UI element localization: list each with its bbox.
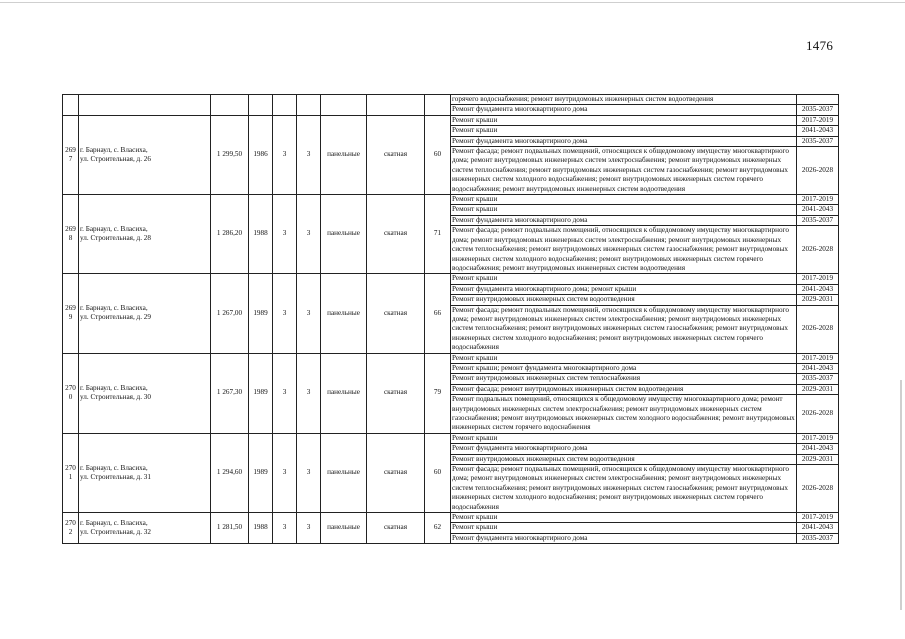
work-period: 2026-2028 — [797, 395, 839, 434]
table-row — [63, 274, 839, 284]
floors-count: 3 — [273, 353, 297, 433]
table-row — [63, 195, 839, 205]
floors-count: 3 — [273, 274, 297, 353]
record-number: 270 2 — [63, 513, 79, 544]
work-description: Ремонт крыши — [451, 205, 797, 215]
total-area: 1 267,30 — [211, 353, 249, 433]
building-address: г. Барнаул, с. Власиха, ул. Строительная, д. 31 — [79, 433, 211, 512]
work-description: Ремонт крыши — [451, 126, 797, 136]
work-period: 2041-2043 — [797, 363, 839, 373]
total-area: 1 281,50 — [211, 513, 249, 544]
roof-type: скатная — [367, 115, 425, 194]
work-period: 2035-2037 — [797, 533, 839, 543]
work-period: 2029-2031 — [797, 384, 839, 394]
building-address: г. Барнаул, с. Власиха, ул. Строительная, д. 30 — [79, 353, 211, 433]
work-description: Ремонт крыши — [451, 513, 797, 523]
apartments-count: 79 — [425, 353, 451, 433]
work-description: Ремонт фундамента многоквартирного дома — [451, 444, 797, 454]
work-description: Ремонт крыши; ремонт фундамента многоквартирного дома — [451, 363, 797, 373]
wall-material: панельные — [321, 115, 367, 194]
record-number: 269 8 — [63, 195, 79, 274]
wall-material: панельные — [321, 433, 367, 512]
page-number: 1476 — [806, 38, 834, 53]
continuation-apartments-cell — [425, 95, 451, 116]
record-number: 270 0 — [63, 353, 79, 433]
scan-edge-top — [0, 2, 905, 3]
floors-count: 3 — [273, 513, 297, 544]
work-period: 2026-2028 — [797, 226, 839, 274]
continuation-roof-cell — [367, 95, 425, 116]
continuation-address-cell — [79, 95, 211, 116]
total-area: 1 267,00 — [211, 274, 249, 353]
work-description: Ремонт внутридомовых инженерных систем водоотведения — [451, 454, 797, 464]
continuation-walls-cell — [321, 95, 367, 116]
floors-count: 3 — [273, 115, 297, 194]
repair-schedule-table — [62, 94, 839, 544]
work-period — [797, 95, 839, 105]
roof-type: скатная — [367, 195, 425, 274]
entrances-count: 3 — [297, 433, 321, 512]
total-area: 1 299,50 — [211, 115, 249, 194]
apartments-count: 71 — [425, 195, 451, 274]
work-period: 2035-2037 — [797, 374, 839, 384]
work-description: Ремонт подвальных помещений, относящихся к общедомовому имуществу многоквартирного дома; ремонт внутридомовых инженерных систем электроснабжения; ремонт внутридомовых инженерных систем газоснабжения; ремонт внутридомовых инженерных систем холодного водоснабжения; ремонт внутридомовых инженерных систем горячего водоснабжения — [452, 395, 795, 432]
building-address: г. Барнаул, с. Власиха, ул. Строительная, д. 29 — [79, 274, 211, 353]
work-description: Ремонт фундамента многоквартирного дома — [451, 215, 797, 225]
work-description: Ремонт фасада; ремонт подвальных помещений, относящихся к общедомовому имуществу многоквартирного дома; ремонт внутридомовых инженерных систем электроснабжения; ремонт внутридомовых инженерных систем теплоснабжения; ремонт внутридомовых инженерных систем газоснабжения; ремонт внутридомовых инженерных систем холодного водоснабжения; ремонт внутридомовых инженерных систем горячего водоснабжения — [451, 305, 797, 353]
table-row — [63, 115, 839, 125]
record-number: 269 9 — [63, 274, 79, 353]
entrances-count: 3 — [297, 274, 321, 353]
building-address: г. Барнаул, с. Власиха, ул. Строительная, д. 28 — [79, 195, 211, 274]
work-period: 2035-2037 — [797, 105, 839, 115]
continuation-year-cell — [249, 95, 273, 116]
work-description: Ремонт внутридомовых инженерных систем теплоснабжения — [451, 374, 797, 384]
work-period: 2017-2019 — [797, 433, 839, 443]
table-row — [63, 433, 839, 443]
roof-type: скатная — [367, 274, 425, 353]
construction-year: 1989 — [249, 353, 273, 433]
work-description: Ремонт крыши — [451, 195, 797, 205]
work-period: 2017-2019 — [797, 274, 839, 284]
apartments-count: 62 — [425, 513, 451, 544]
work-period: 2017-2019 — [797, 513, 839, 523]
work-description: Ремонт фасада; ремонт подвальных помещений, относящихся к общедомовому имуществу многоквартирного дома; ремонт внутридомовых инженерных систем электроснабжения; ремонт внутридомовых инженерных систем теплоснабжения; ремонт внутридомовых инженерных систем газоснабжения; ремонт внутридомовых инженерных систем холодного водоснабжения; ремонт внутридомовых инженерных систем горячего водоснабжения; ремонт внутридомовых инженерных систем водоотведения — [451, 226, 797, 274]
table-body — [63, 95, 839, 544]
work-period: 2026-2028 — [797, 305, 839, 353]
construction-year: 1989 — [249, 274, 273, 353]
building-address: г. Барнаул, с. Власиха, ул. Строительная, д. 26 — [79, 115, 211, 194]
construction-year: 1988 — [249, 513, 273, 544]
work-description: горячего водоснабжения; ремонт внутридомовых инженерных систем водоотведения — [451, 95, 797, 105]
work-description: Ремонт внутридомовых инженерных систем водоотведения — [451, 295, 797, 305]
work-period: 2035-2037 — [797, 136, 839, 146]
work-description: Ремонт крыши — [451, 274, 797, 284]
floors-count: 3 — [273, 433, 297, 512]
wall-material: панельные — [321, 195, 367, 274]
work-period: 2041-2043 — [797, 444, 839, 454]
work-period: 2029-2031 — [797, 454, 839, 464]
work-period: 2029-2031 — [797, 295, 839, 305]
work-period: 2017-2019 — [797, 115, 839, 125]
apartments-count: 60 — [425, 115, 451, 194]
roof-type: скатная — [367, 513, 425, 544]
continuation-floors-cell — [273, 95, 297, 116]
work-period: 2017-2019 — [797, 353, 839, 363]
wall-material: панельные — [321, 353, 367, 433]
construction-year: 1989 — [249, 433, 273, 512]
entrances-count: 3 — [297, 195, 321, 274]
table-row — [63, 95, 839, 105]
work-description: Ремонт фасада; ремонт внутридомовых инженерных систем водоотведения — [451, 384, 797, 394]
entrances-count: 3 — [297, 353, 321, 433]
work-period: 2041-2043 — [797, 523, 839, 533]
total-area: 1 286,20 — [211, 195, 249, 274]
work-description: Ремонт крыши — [451, 353, 797, 363]
roof-type: скатная — [367, 433, 425, 512]
construction-year: 1988 — [249, 195, 273, 274]
roof-type: скатная — [367, 353, 425, 433]
work-description: Ремонт фасада; ремонт подвальных помещений, относящихся к общедомовому имуществу многоквартирного дома; ремонт внутридомовых инженерных систем электроснабжения; ремонт внутридомовых инженерных систем теплоснабжения; ремонт внутридомовых инженерных систем газоснабжения; ремонт внутридомовых инженерных систем холодного водоснабжения; ремонт внутридомовых инженерных систем горячего водоснабжения — [451, 465, 797, 513]
building-address: г. Барнаул, с. Власиха, ул. Строительная, д. 32 — [79, 513, 211, 544]
entrances-count: 3 — [297, 115, 321, 194]
work-description: Ремонт фундамента многоквартирного дома — [451, 136, 797, 146]
work-period: 2026-2028 — [797, 465, 839, 513]
table-row — [63, 353, 839, 363]
wall-material: панельные — [321, 274, 367, 353]
table-row — [63, 513, 839, 523]
scan-edge-right — [900, 380, 902, 610]
work-description: Ремонт крыши — [451, 115, 797, 125]
work-period: 2026-2028 — [797, 147, 839, 195]
continuation-entrances-cell — [297, 95, 321, 116]
record-number: 270 1 — [63, 433, 79, 512]
work-period: 2035-2037 — [797, 215, 839, 225]
total-area: 1 294,60 — [211, 433, 249, 512]
apartments-count: 66 — [425, 274, 451, 353]
floors-count: 3 — [273, 195, 297, 274]
construction-year: 1986 — [249, 115, 273, 194]
entrances-count: 3 — [297, 513, 321, 544]
work-description: Ремонт фасада; ремонт подвальных помещений, относящихся к общедомовому имуществу многоквартирного дома; ремонт внутридомовых инженерных систем электроснабжения; ремонт внутридомовых инженерных систем теплоснабжения; ремонт внутридомовых инженерных систем газоснабжения; ремонт внутридомовых инженерных систем холодного водоснабжения; ремонт внутридомовых инженерных систем горячего водоснабжения; ремонт внутридомовых инженерных систем водоотведения — [451, 147, 797, 195]
work-description: Ремонт фундамента многоквартирного дома; ремонт крыши — [451, 284, 797, 294]
continuation-number-cell — [63, 95, 79, 116]
work-description: Ремонт фундамента многоквартирного дома — [451, 533, 797, 543]
apartments-count: 60 — [425, 433, 451, 512]
work-period: 2017-2019 — [797, 195, 839, 205]
work-description: Ремонт фундамента многоквартирного дома — [451, 105, 797, 115]
record-number: 269 7 — [63, 115, 79, 194]
work-description: Ремонт крыши — [451, 433, 797, 443]
work-period: 2041-2043 — [797, 205, 839, 215]
work-period: 2041-2043 — [797, 284, 839, 294]
work-period: 2041-2043 — [797, 126, 839, 136]
continuation-area-cell — [211, 95, 249, 116]
work-description: Ремонт крыши — [451, 523, 797, 533]
wall-material: панельные — [321, 513, 367, 544]
